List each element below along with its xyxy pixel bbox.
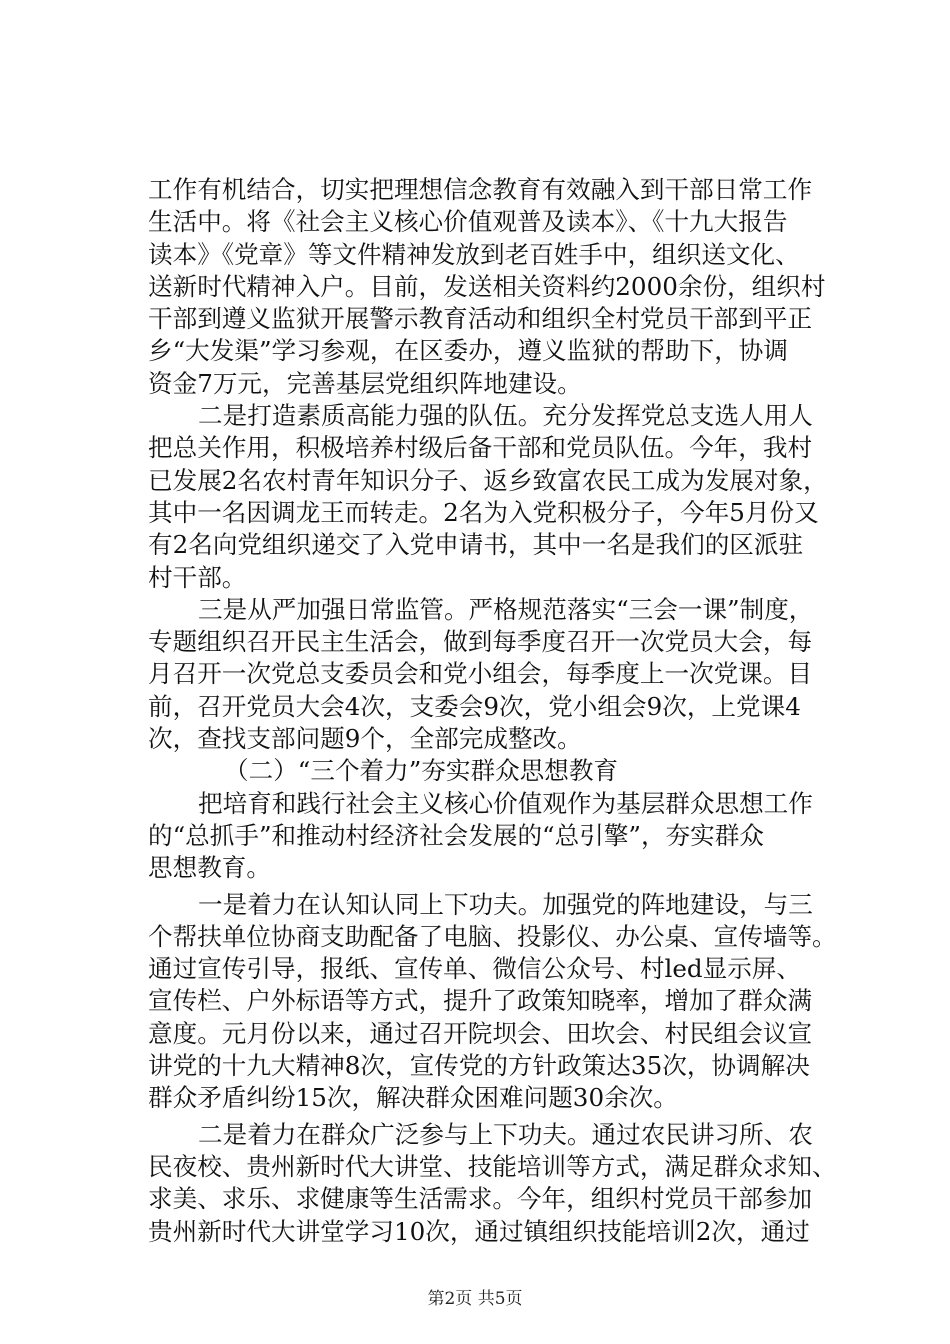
paragraph-start: 二是打造素质高能力强的队伍。充分发挥党总支选人用人	[198, 401, 813, 431]
text-line: 的“总抓手”和推动村经济社会发展的“总引擎”，夯实群众	[148, 820, 764, 850]
paragraph-start: 把培育和践行社会主义核心价值观作为基层群众思想工作	[198, 788, 813, 818]
text-line: 贵州新时代大讲堂学习10次，通过镇组织技能培训2次，通过	[148, 1216, 810, 1246]
text-line: 读本》《党章》等文件精神发放到老百姓手中，组织送文化、	[148, 239, 800, 269]
text-line: 村干部。	[148, 562, 247, 592]
page-footer: 第2页 共5页	[427, 1289, 523, 1309]
text-line: 意度。元月份以来，通过召开院坝会、田坎会、村民组会议宣	[148, 1018, 813, 1048]
text-line: 有2名向党组织递交了入党申请书，其中一名是我们的区派驻	[148, 530, 804, 560]
paragraph-start: 一是着力在认知认同上下功夫。加强党的阵地建设，与三	[198, 889, 813, 919]
text-line: 通过宣传引导，报纸、宣传单、微信公众号、村led显示屏、	[148, 954, 802, 984]
text-line: 宣传栏、户外标语等方式，提升了政策知晓率，增加了群众满	[148, 986, 813, 1016]
section-heading: （二）“三个着力”夯实群众思想教育	[224, 756, 619, 786]
text-line: 求美、求乐、求健康等生活需求。今年，组织村党员干部参加	[148, 1184, 813, 1214]
text-line: 思想教育。	[148, 853, 271, 883]
text-line: 前，召开党员大会4次，支委会9次，党小组会9次，上党课4	[148, 691, 801, 721]
text-line: 已发展2名农村青年知识分子、返乡致富农民工成为发展对象，	[148, 465, 828, 495]
text-line: 把总关作用，积极培养村级后备干部和党员队伍。今年，我村	[148, 433, 813, 463]
text-line: 月召开一次党总支委员会和党小组会，每季度上一次党课。目	[148, 659, 813, 689]
text-line: 讲党的十九大精神8次，宣传党的方针政策达35次，协调解决	[148, 1051, 810, 1081]
text-line: 生活中。将《社会主义核心价值观普及读本》、《十九大报告	[148, 207, 788, 237]
text-line: 乡“大发渠”学习参观，在区委办，遵义监狱的帮助下，协调	[148, 336, 788, 366]
document-body	[148, 174, 838, 1248]
text-line: 次，查找支部问题9个，全部完成整改。	[148, 724, 582, 754]
text-line: 资金7万元，完善基层党组织阵地建设。	[148, 368, 582, 398]
paragraph-start: 三是从严加强日常监管。严格规范落实“三会一课”制度，	[198, 594, 814, 624]
text-line: 其中一名因调龙王而转走。2名为入党积极分子，今年5月份又	[148, 497, 819, 527]
text-line: 干部到遵义监狱开展警示教育活动和组织全村党员干部到平正	[148, 304, 813, 334]
text-line: 工作有机结合，切实把理想信念教育有效融入到干部日常工作	[148, 175, 813, 204]
text-line: 专题组织召开民主生活会，做到每季度召开一次党员大会，每	[148, 627, 813, 657]
paragraph-start: 二是着力在群众广泛参与上下功夫。通过农民讲习所、农	[198, 1119, 813, 1149]
text-line: 送新时代精神入户。目前，发送相关资料约2000余份，组织村	[148, 271, 826, 301]
text-line: 个帮扶单位协商支助配备了电脑、投影仪、办公桌、宣传墙等。	[148, 921, 837, 951]
text-line: 群众矛盾纠纷15次，解决群众困难问题30余次。	[148, 1083, 678, 1113]
text-line: 民夜校、贵州新时代大讲堂、技能培训等方式，满足群众求知、	[148, 1151, 837, 1181]
